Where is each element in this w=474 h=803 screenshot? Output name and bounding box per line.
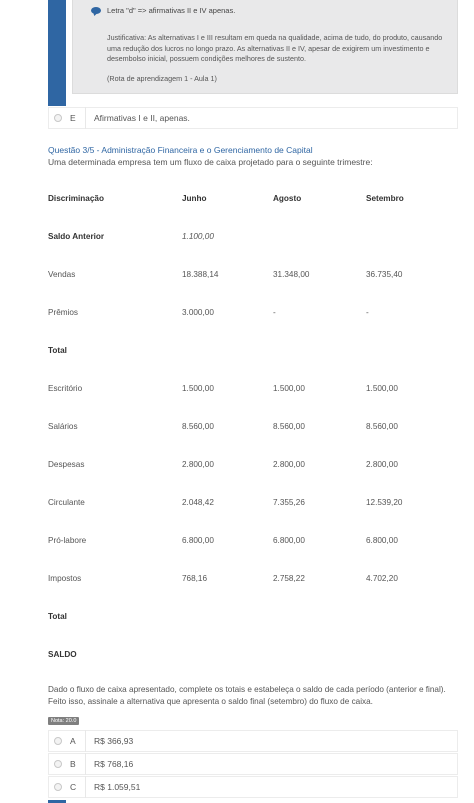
table-cell: 6.800,00 (273, 536, 305, 545)
table-cell: 1.500,00 (273, 384, 305, 393)
table-cell: - (366, 308, 369, 317)
option-text: R$ 366,93 (94, 736, 134, 746)
radio-button[interactable] (54, 760, 62, 768)
table-cell: 2.800,00 (366, 460, 398, 469)
table-header: Agosto (273, 194, 302, 203)
option-row-c[interactable] (48, 776, 458, 798)
question-title: Questão 3/5 - Administração Financeira e o Gerenciamento de Capital (48, 145, 313, 155)
row-label: SALDO (48, 650, 77, 659)
feedback-heading: Letra "d" => afirmativas II e IV apenas. (107, 6, 236, 15)
table-cell: 2.758,22 (273, 574, 305, 583)
table-cell: 1.100,00 (182, 232, 214, 241)
option-row-b[interactable] (48, 753, 458, 775)
table-cell: 2.048,42 (182, 498, 214, 507)
row-label: Pró-labore (48, 536, 87, 545)
table-cell: 2.800,00 (182, 460, 214, 469)
question-text: Dado o fluxo de caixa apresentado, complete os totais e estabeleça o saldo de cada período (anterior e final). Feito isso, assinale a alternativa que apresenta o saldo final (setembro) do fluxo de caixa. (48, 685, 446, 706)
table-cell: 2.800,00 (273, 460, 305, 469)
row-label: Saldo Anterior (48, 232, 105, 241)
table-cell: 4.702,20 (366, 574, 398, 583)
feedback-reference: (Rota de aprendizagem 1 - Aula 1) (107, 74, 217, 83)
row-label: Total (48, 346, 67, 355)
table-cell: 8.560,00 (366, 422, 398, 431)
table-cell: 8.560,00 (273, 422, 305, 431)
row-label: Despesas (48, 460, 85, 469)
feedback-justification: Justificativa: As alternativas I e III resultam em queda na qualidade, acima de tudo, do produto, causando uma redução dos lucros no longo prazo. As alternativas II e IV, apesar de exigirem um investimento e desembolso inicial, possuem condições melhores de sustento. (107, 33, 443, 63)
row-label: Prêmios (48, 308, 79, 317)
table-cell: 1.500,00 (366, 384, 398, 393)
option-text: R$ 1.059,51 (94, 782, 141, 792)
table-cell: 6.800,00 (366, 536, 398, 545)
option-letter: C (70, 782, 77, 792)
radio-button[interactable] (54, 114, 62, 122)
grade-badge: Nota: 20.0 (48, 717, 79, 725)
selected-answer-marker (48, 0, 66, 106)
option-text: R$ 768,16 (94, 759, 134, 769)
radio-button[interactable] (54, 783, 62, 791)
option-row-e[interactable] (48, 107, 458, 129)
question-intro: Uma determinada empresa tem um fluxo de caixa projetado para o seguinte trimestre: (48, 157, 373, 167)
table-cell: 3.000,00 (182, 308, 214, 317)
option-row-a[interactable] (48, 730, 458, 752)
table-header: Junho (182, 194, 207, 203)
option-text: Afirmativas I e II, apenas. (94, 113, 190, 123)
table-cell: 12.539,20 (366, 498, 403, 507)
table-header: Setembro (366, 194, 404, 203)
row-label: Escritório (48, 384, 83, 393)
table-cell: - (273, 308, 276, 317)
row-label: Salários (48, 422, 78, 431)
radio-button[interactable] (54, 737, 62, 745)
comment-icon (91, 7, 101, 15)
table-cell: 1.500,00 (182, 384, 214, 393)
table-cell: 768,16 (182, 574, 208, 583)
row-label: Vendas (48, 270, 76, 279)
table-cell: 18.388,14 (182, 270, 219, 279)
table-cell: 36.735,40 (366, 270, 403, 279)
row-label: Circulante (48, 498, 85, 507)
table-header: Discriminação (48, 194, 104, 203)
row-label: Impostos (48, 574, 82, 583)
table-cell: 8.560,00 (182, 422, 214, 431)
option-letter: E (70, 113, 76, 123)
table-cell: 6.800,00 (182, 536, 214, 545)
option-letter: B (70, 759, 76, 769)
table-cell: 31.348,00 (273, 270, 310, 279)
row-label: Total (48, 612, 67, 621)
option-letter: A (70, 736, 76, 746)
table-cell: 7.355,26 (273, 498, 305, 507)
